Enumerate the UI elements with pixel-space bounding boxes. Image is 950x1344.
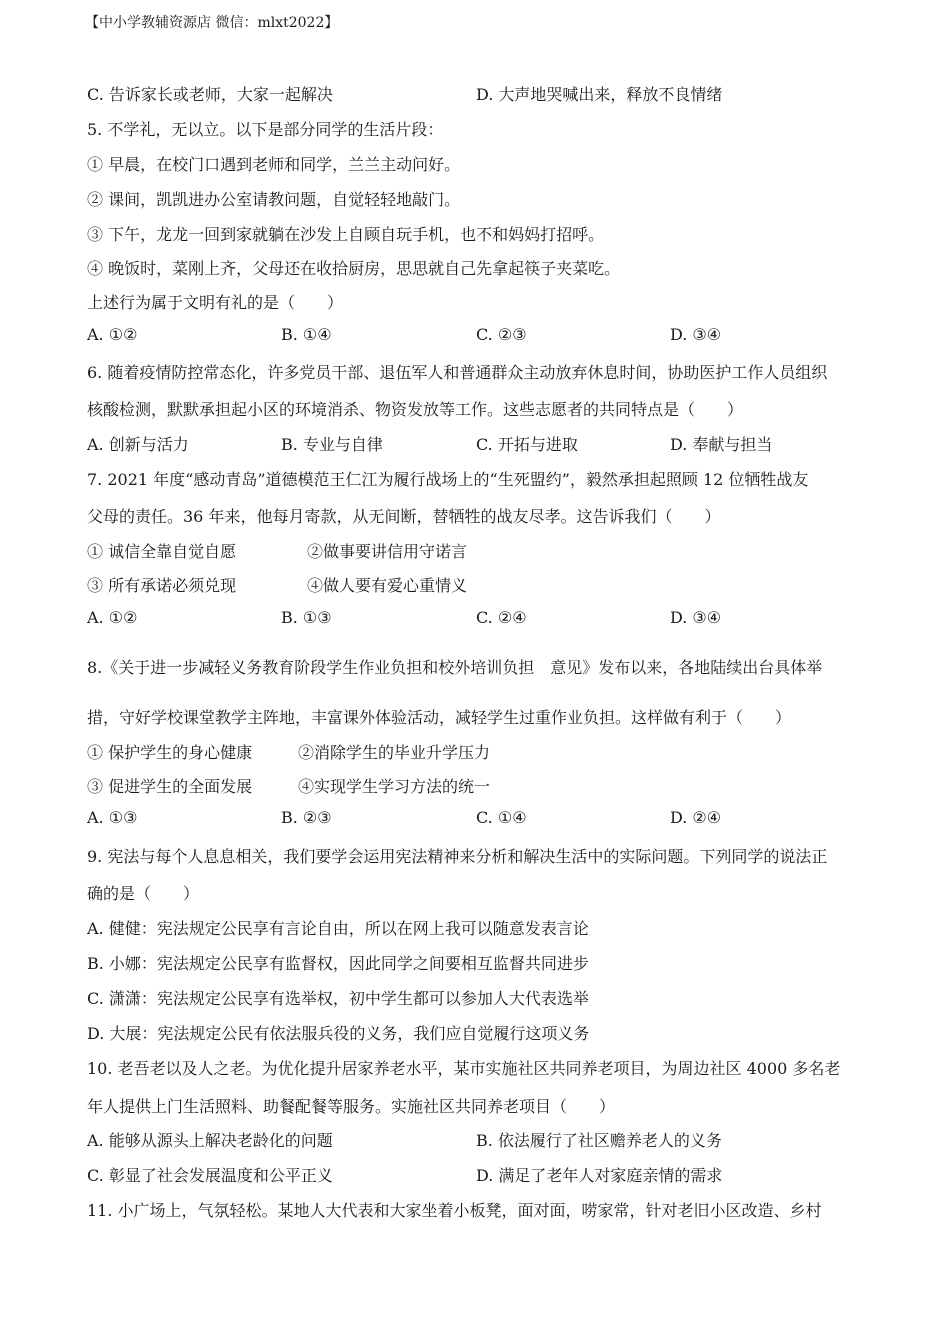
q4-option-d: D. 大声地哭喊出来，释放不良情绪 <box>476 85 723 104</box>
q9-option-d: D. 大展：宪法规定公民有依法服兵役的义务，我们应自觉履行这项义务 <box>87 1024 590 1043</box>
q10-stem-line-2: 年人提供上门生活照料、助餐配餐等服务。实施社区共同养老项目（ ） <box>87 1097 616 1116</box>
q8-item-1: ① 保护学生的身心健康 <box>87 743 253 762</box>
q8-option-b: B. ②③ <box>281 808 332 827</box>
q6-option-b: B. 专业与自律 <box>281 435 383 454</box>
q9-stem-line-1: 9. 宪法与每个人息息相关，我们要学会运用宪法精神来分析和解决生活中的实际问题。下列同学的说法正 <box>87 847 828 866</box>
q7-stem-line-2: 父母的责任。36 年来，他每月寄款，从无间断，替牺牲的战友尽孝。这告诉我们（ ） <box>87 507 721 526</box>
q8-item-3: ③ 促进学生的全面发展 <box>87 777 253 796</box>
page-header: 【中小学教辅资源店 微信：mlxt2022】 <box>85 15 339 31</box>
q10-option-c: C. 彰显了社会发展温度和公平正义 <box>87 1166 333 1185</box>
q11-stem-line-1: 11. 小广场上，气氛轻松。某地人大代表和大家坐着小板凳，面对面，唠家常，针对老旧小区改造、乡村 <box>87 1201 822 1220</box>
q5-item-1: ① 早晨，在校门口遇到老师和同学，兰兰主动问好。 <box>87 155 461 174</box>
q7-option-d: D. ③④ <box>670 608 722 627</box>
q5-option-b: B. ①④ <box>281 325 332 344</box>
q7-stem-line-1: 7. 2021 年度“感动青岛”道德模范王仁江为履行战场上的“生死盟约”，毅然承担起照顾 12 位牺牲战友 <box>87 470 809 489</box>
q8-stem-line-1: 8.《关于进一步减轻义务教育阶段学生作业负担和校外培训负担 意见》发布以来，各地陆续出台具体举 <box>87 658 823 677</box>
q10-stem-line-1: 10. 老吾老以及人之老。为优化提升居家养老水平，某市实施社区共同养老项目，为周边社区 4000 多名老 <box>87 1059 841 1078</box>
q8-option-c: C. ①④ <box>476 808 527 827</box>
q7-option-b: B. ①③ <box>281 608 332 627</box>
q8-item-2: ②消除学生的毕业升学压力 <box>298 743 491 762</box>
q10-option-d: D. 满足了老年人对家庭亲情的需求 <box>476 1166 723 1185</box>
q5-question: 上述行为属于文明有礼的是（ ） <box>87 293 344 312</box>
q5-item-2: ② 课间，凯凯进办公室请教问题，自觉轻轻地敲门。 <box>87 190 461 209</box>
q6-option-a: A. 创新与活力 <box>87 435 189 454</box>
q6-option-c: C. 开拓与进取 <box>476 435 578 454</box>
q6-stem-line-1: 6. 随着疫情防控常态化，许多党员干部、退伍军人和普通群众主动放弃休息时间，协助医护工作人员组织 <box>87 363 828 382</box>
q9-option-a: A. 健健：宪法规定公民享有言论自由，所以在网上我可以随意发表言论 <box>87 919 589 938</box>
q5-option-c: C. ②③ <box>476 325 527 344</box>
q9-stem-line-2: 确的是（ ） <box>87 884 200 903</box>
q8-item-4: ④实现学生学习方法的统一 <box>298 777 491 796</box>
q7-option-c: C. ②④ <box>476 608 527 627</box>
q10-option-a: A. 能够从源头上解决老龄化的问题 <box>87 1131 333 1150</box>
q10-option-b: B. 依法履行了社区赡养老人的义务 <box>476 1131 722 1150</box>
q5-item-3: ③ 下午，龙龙一回到家就躺在沙发上自顾自玩手机，也不和妈妈打招呼。 <box>87 225 605 244</box>
q5-option-a: A. ①② <box>87 325 138 344</box>
q5-option-d: D. ③④ <box>670 325 722 344</box>
q9-option-b: B. 小娜：宪法规定公民享有监督权，因此同学之间要相互监督共同进步 <box>87 954 589 973</box>
q4-option-c: C. 告诉家长或老师，大家一起解决 <box>87 85 333 104</box>
q6-stem-line-2: 核酸检测，默默承担起小区的环境消杀、物资发放等工作。这些志愿者的共同特点是（ ） <box>87 400 744 419</box>
q7-item-1: ① 诚信全靠自觉自愿 <box>87 542 237 561</box>
q7-item-4: ④做人要有爱心重情义 <box>307 576 468 595</box>
q5-stem: 5. 不学礼，无以立。以下是部分同学的生活片段： <box>87 120 444 139</box>
q8-option-a: A. ①③ <box>87 808 138 827</box>
q7-item-2: ②做事要讲信用守诺言 <box>307 542 468 561</box>
q7-item-3: ③ 所有承诺必须兑现 <box>87 576 237 595</box>
q9-option-c: C. 潇潇：宪法规定公民享有选举权，初中学生都可以参加人大代表选举 <box>87 989 589 1008</box>
q5-item-4: ④ 晚饭时，菜刚上齐，父母还在收拾厨房，思思就自己先拿起筷子夹菜吃。 <box>87 259 621 278</box>
q6-option-d: D. 奉献与担当 <box>670 435 773 454</box>
q7-option-a: A. ①② <box>87 608 138 627</box>
q8-option-d: D. ②④ <box>670 808 722 827</box>
q8-stem-line-2: 措，守好学校课堂教学主阵地，丰富课外体验活动，减轻学生过重作业负担。这样做有利于（ ） <box>87 708 792 727</box>
